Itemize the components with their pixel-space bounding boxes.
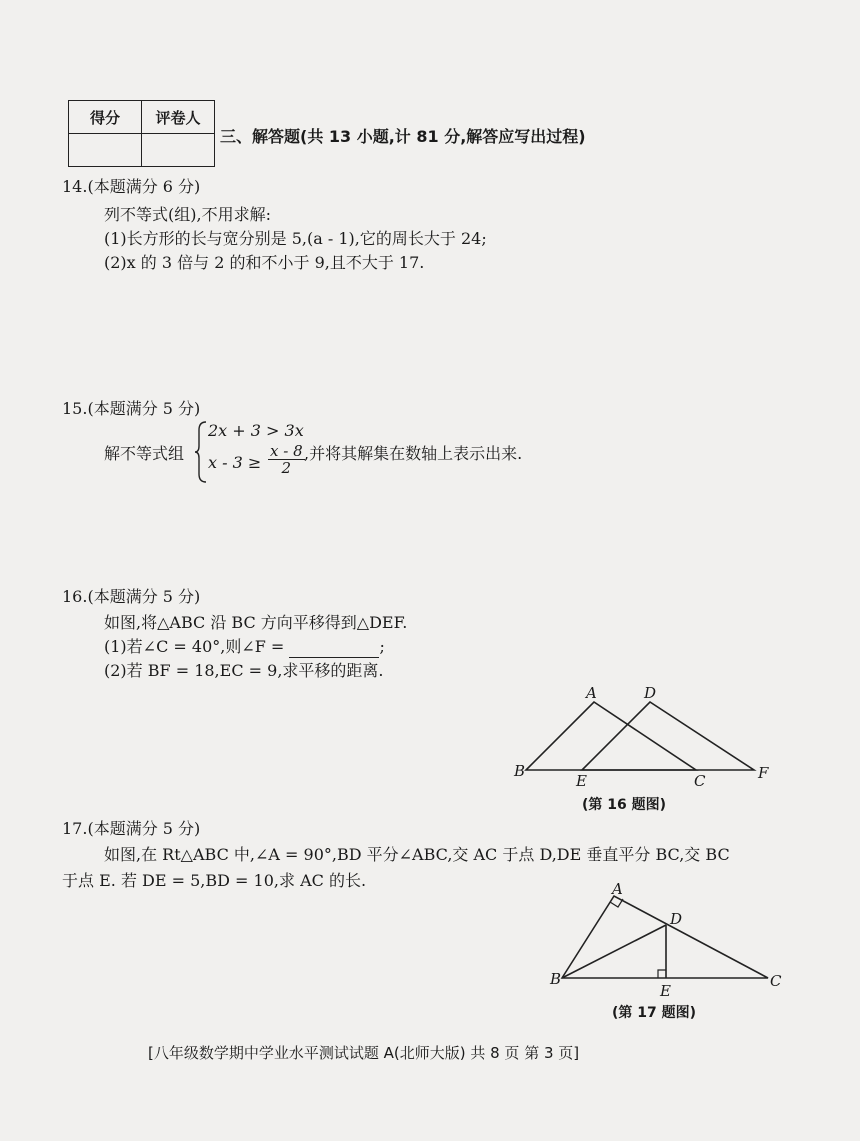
q14-part2: (2)x 的 3 倍与 2 的和不小于 9,且不大于 17.: [104, 253, 425, 272]
point-b-label: B: [550, 970, 562, 988]
fraction-numerator: x - 8: [270, 442, 303, 460]
q17-header: 17.(本题满分 5 分): [62, 819, 201, 838]
score-table: [68, 100, 215, 167]
figure-17-caption: (第 17 题图): [612, 1005, 697, 1021]
q14-header: 14.(本题满分 6 分): [62, 177, 201, 196]
q14-intro: 列不等式(组),不用求解:: [104, 205, 271, 224]
section-title: 三、解答题(共 13 小题,计 81 分,解答应写出过程): [220, 127, 586, 146]
point-c-label: C: [770, 972, 782, 990]
q17-line1: 如图,在 Rt△ABC 中,∠A = 90°,BD 平分∠ABC,交 AC 于点 D,DE 垂直平分 BC,交 BC: [104, 845, 730, 864]
point-f-label: F: [758, 764, 769, 782]
grader-label: 评卷人: [142, 101, 215, 134]
triangle-abc: [562, 896, 768, 978]
triangle-abc: [526, 702, 696, 770]
figure-17: [548, 880, 788, 1000]
figure-16: [510, 680, 790, 800]
figure-16-caption: (第 16 题图): [582, 797, 667, 813]
point-b-label: B: [514, 762, 526, 780]
point-a-label: A: [612, 880, 623, 898]
q16-part2: (2)若 BF = 18,EC = 9,求平移的距离.: [104, 661, 384, 680]
answer-blank[interactable]: [289, 641, 379, 658]
q16-part1-end: ;: [379, 637, 385, 656]
q15-header: 15.(本题满分 5 分): [62, 399, 201, 418]
q15-suffix: ,并将其解集在数轴上表示出来.: [304, 444, 523, 463]
q16-intro: 如图,将△ABC 沿 BC 方向平移得到△DEF.: [104, 613, 408, 632]
q16-part1: [104, 636, 385, 658]
fraction-denominator: 2: [281, 459, 292, 477]
triangle-def: [582, 702, 754, 770]
system-brace: [194, 420, 208, 484]
score-label: 得分: [69, 101, 142, 134]
score-cell: [69, 134, 142, 167]
q16-header: 16.(本题满分 5 分): [62, 587, 201, 606]
q15-prefix: 解不等式组: [104, 444, 185, 463]
point-a-label: A: [586, 684, 597, 702]
q15-fraction: [268, 443, 305, 476]
right-angle-mark-e: [658, 970, 666, 978]
point-d-label: D: [670, 910, 683, 928]
q16-part1-text: (1)若∠C = 40°,则∠F =: [104, 637, 285, 656]
point-e-label: E: [660, 982, 671, 1000]
segment-bd: [562, 925, 666, 978]
grader-cell: [142, 134, 215, 167]
page-footer: [八年级数学期中学业水平测试试题 A(北师大版) 共 8 页 第 3 页]: [148, 1044, 580, 1062]
point-c-label: C: [694, 772, 706, 790]
q15-inequality-1: 2x + 3 > 3x: [208, 421, 304, 440]
q15-inequality-2-left: x - 3 ≥: [208, 453, 262, 472]
point-d-label: D: [644, 684, 657, 702]
q14-part1: (1)长方形的长与宽分别是 5,(a - 1),它的周长大于 24;: [104, 229, 487, 248]
q17-line2: 于点 E. 若 DE = 5,BD = 10,求 AC 的长.: [62, 871, 367, 890]
point-e-label: E: [576, 772, 587, 790]
